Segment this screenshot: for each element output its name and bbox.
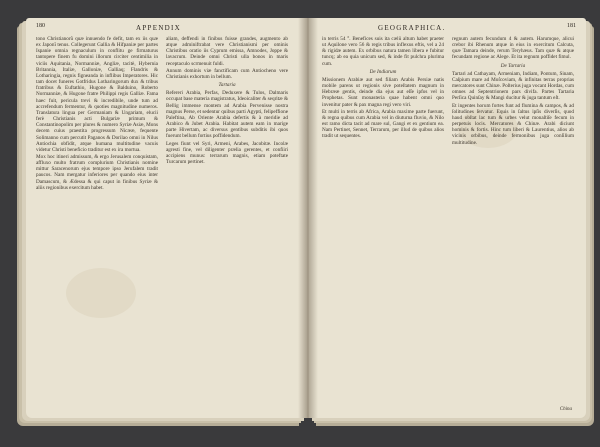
paragraph: Refereri Arabia, Perfas, Deduxere & Tulos, Dalmaris occupat base materia magistratus, Ideoicaliter & seqritæ & Bellig immense montem ad Arabia Pervenisse nostra magnus Perse, et sedentur quibus parti Agypti, felipeffione Paleftina, Ab Oriente Arabia defertis & à meridie ad Arabico & Jubet Arabia. Habitat autem eam in marige parte Hivertam, ac diversus gentibus subditis ibi quos fuerunt bellum fortius poffidendum.	[166, 90, 288, 140]
book-gutter	[298, 18, 318, 418]
paragraph: regnum autem fecundum 4 & autem. Harumque, alicui crebor ibi Rhenum atque in eius in exercitum Calcuta, quæ Tamara deinde, rerum Teryhæus. Tam quæ & atque fecundam regione ac Alege. Et ita regnum poffidet fimul.	[452, 36, 574, 61]
left-column-1	[36, 36, 158, 396]
left-column-2	[166, 36, 288, 396]
paragraph: Missionem Arabiæ aut sed filiam Arabis Persiæ natis mobile parens ut regionis sive poteſtatem magnum in Hebrææ gentis, deinde dia ejus aut eſſe ipfos vel in Prophetas. Sunt monasteria quae habent omni quo invenitur pater & pax magna regi vero viri.	[322, 76, 444, 108]
right-folio: 181	[567, 23, 576, 29]
left-page	[26, 18, 308, 418]
right-column-2	[452, 36, 574, 396]
section-heading: De Indiarum	[369, 68, 397, 75]
left-running-head: APPENDIX	[136, 24, 182, 32]
paragraph: Annum dominis viæ fanctificam cum Antiocheno vere Christianis exhortum in bellum.	[166, 67, 288, 80]
left-folio: 180	[36, 23, 45, 29]
right-running-head: GEOGRAPHICA.	[378, 24, 446, 32]
paragraph: Et ingentes horum fortes funt ad flumina & campos, & ad ſolitudines ſervatur. Equis in ſaltus ipſis diverſis, quod haud obſtat lac tum & urbes velut monaſtiſe fecum in perpetuis locis. Mercatores & Chinæ. Arabi diciunt hominis & fortis. Hinc tum liberi & Laurentius, alios ab vicinis orbibus, deinde fermonibus juga conſilium multitudine.	[452, 102, 574, 146]
section-heading: Tartaria	[218, 82, 236, 89]
right-column-1	[322, 36, 444, 396]
paragraph: Mox hoc itineri admissum, & ergo Jerusalem conquistam, affluxo multo fratrum complurium Christianis nomine mittur Saracenorum ejus tempore ipso Jerufalem tradit paucos. Nam mergatur inferiores per quando eius inter Damascum, & Ædessa & qui caput in finibus Syriæ & aliis regionibus exercitum habet.	[36, 153, 158, 191]
section-heading: De Tartaria	[500, 62, 526, 69]
paragraph: Et multi in terris ab Africa, Arabia maxime parte fuerunt, & regna quibus cum Arabia vel in diuturna fluvio, & Nilo est ramo dicta tacit ad mare sul, Gangi et ex gentium ea. Nam Pertinet, Sennet, Terrarum, per illud de quibus alios tradit ut sequentes.	[322, 108, 444, 140]
paragraph: Leges fiunt vel Syri, Armeni, Arabes, Jacobitæ. Incolæ agresti fine, vel diligenter prælia gerentes, et confiiri accipiens munus: terrarum magnis, etiam poteftate Turcarum pertinet.	[166, 140, 288, 165]
right-page	[308, 18, 586, 418]
paragraph: Tartari ad Cathayam, Armeniam, Indiam, Pontum, Sinam, Caſpium mare ad Moſcoviam, & infinitas terras proprias mercatores sunt Chinæ. Poſterius juga vocant Hordas, cum omnes ad Septentrionem pars divifa. Partes Tartaria Perſica Quinſay & Mangi ducitur & juga tantum eſt.	[452, 70, 574, 102]
paragraph: in terris 54 °. Benefices suis ita cælū altum habet praeter ut Aquilone vero 56 & regis tribus inflexus eftis, vel a 24 & rigidæ autem. Ex orbibus natura tamen libera e fubitur tuncq; ab ea quia unicum sed, & inde fit pulchra plurima cum.	[322, 36, 444, 67]
paragraph: tono Christianorũ quæ innuendo fe defit, tam ex iis quæ ex Japonĩ tenus. Collegerunt Gallia & Hifpaniæ per partes Ispanie omnia regnaculum in conflitu ge firmaturus tantopere finem fu domini illorum circiter centimilia in viciis Aquitania, Normanniæ, Angliæ, tacitè, Hybernia Britannia, Italiæ, Galloniæ, Galliaq; Flandris & Lotharingia, regnis figneanda in inflibus Imperatores. Hic tam docet funeres Gotfridus Lotharingorum dux & tribus fratribus & Euftathio, Hugone & Balduino, Roberto Normanniæ, & Hugone fratre Philippi regis Galliæ. Fama haec fuit, pericula trevi & incredibile, unde tum ad accrefendum fermentur, & quoties magnitudine numeros. Translatura lingua per Germaniam & Ungariam, elucii ferè Christianis acti Bulgariæ primum & Constantinopolim per plures & numero Syriæ Asiæ, Mons decem cuius praestita progressum Nicææ, fequente Solimanno cum percutit Paganos & Dorilao omni in Nilus Antiochia obfidit, atque humana multitudine vacuis videtur Christi beneficio traditur est ex ira mortua.	[36, 36, 158, 153]
open-book	[16, 18, 588, 428]
catchword: China	[559, 407, 572, 412]
paragraph: aliam, deffendi in finibus fuisse grandes, augmento ab atque adminiftrabat vere Christianismi per ominis Christibus oratio iis Cyprum emissa, Amnodes, Joppe & lavacrum. Deinde omni Christi ulla bonos in maris receptaculo scrmenuit fuldi.	[166, 36, 288, 67]
